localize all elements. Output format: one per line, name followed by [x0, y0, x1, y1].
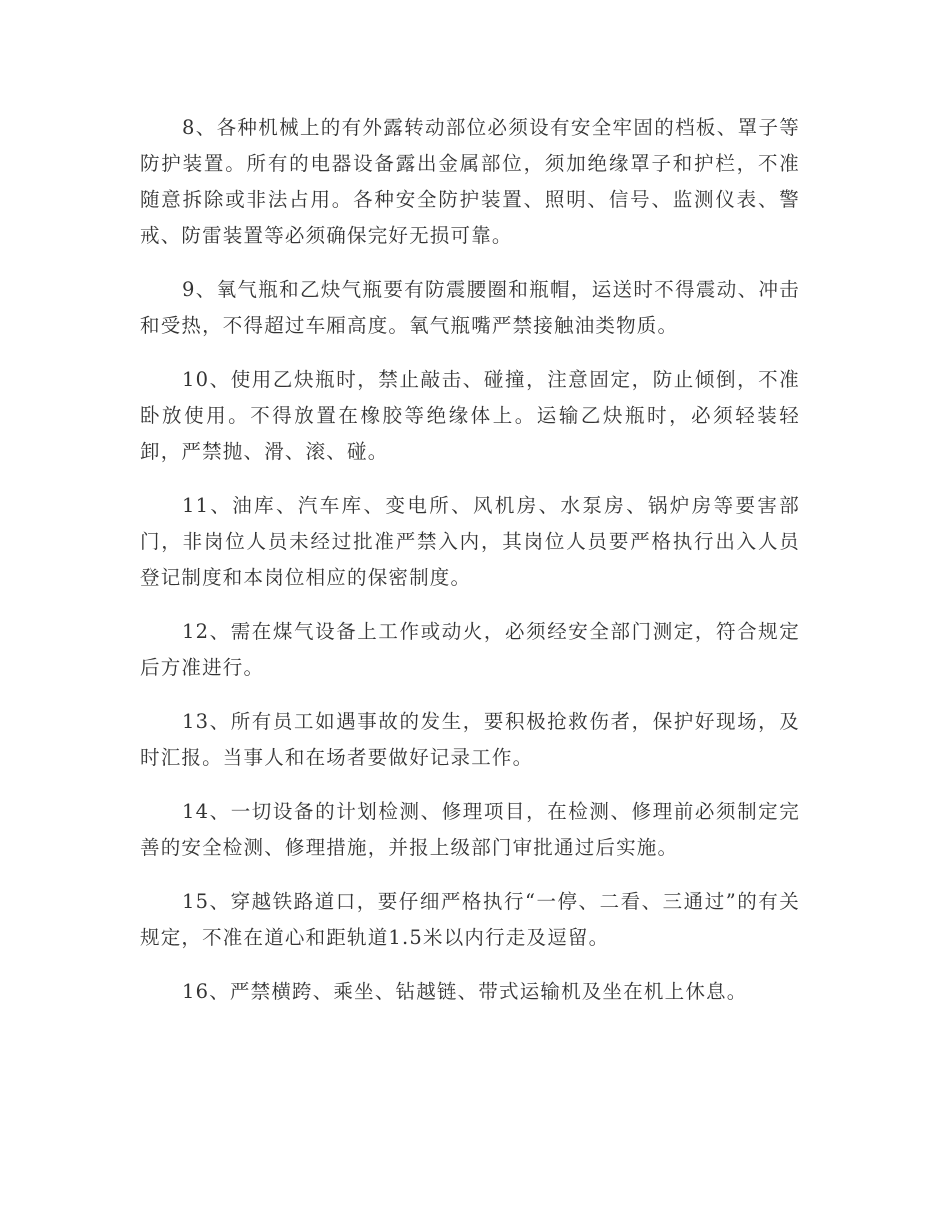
paragraph-15: 15、穿越铁路道口，要仔细严格执行“一停、二看、三通过”的有关规定，不准在道心和距轨道1.5米以内行走及逗留。: [140, 890, 800, 949]
paragraph-8: 8、各种机械上的有外露转动部位必须设有安全牢固的档板、罩子等防护装置。所有的电器设备露出金属部位，须加绝缘罩子和护栏，不准随意拆除或非法占用。各种安全防护装置、照明、信号、监测仪表、警戒、防雷装置等必须确保完好无损可靠。: [140, 116, 800, 247]
paragraph-12: 12、需在煤气设备上工作或动火，必须经安全部门测定，符合规定后方准进行。: [140, 620, 800, 679]
paragraph-14: 14、一切设备的计划检测、修理项目，在检测、修理前必须制定完善的安全检测、修理措施，并报上级部门审批通过后实施。: [140, 800, 800, 859]
paragraph-11: 11、油库、汽车库、变电所、风机房、水泵房、锅炉房等要害部门，非岗位人员未经过批准严禁入内，其岗位人员要严格执行出入人员登记制度和本岗位相应的保密制度。: [140, 494, 800, 589]
document-body: [140, 110, 800, 1028]
paragraph-16: 16、严禁横跨、乘坐、钻越链、带式运输机及坐在机上休息。: [182, 980, 748, 1003]
paragraph-13: 13、所有员工如遇事故的发生，要积极抢救伤者，保护好现场，及时汇报。当事人和在场者要做好记录工作。: [140, 710, 800, 769]
paragraph-10: 10、使用乙炔瓶时，禁止敲击、碰撞，注意固定，防止倾倒，不准卧放使用。不得放置在橡胶等绝缘体上。运输乙炔瓶时，必须轻装轻卸，严禁抛、滑、滚、碰。: [140, 368, 800, 463]
paragraph-9: 9、氧气瓶和乙炔气瓶要有防震腰圈和瓶帽，运送时不得震动、冲击和受热，不得超过车厢高度。氧气瓶嘴严禁接触油类物质。: [140, 278, 800, 337]
